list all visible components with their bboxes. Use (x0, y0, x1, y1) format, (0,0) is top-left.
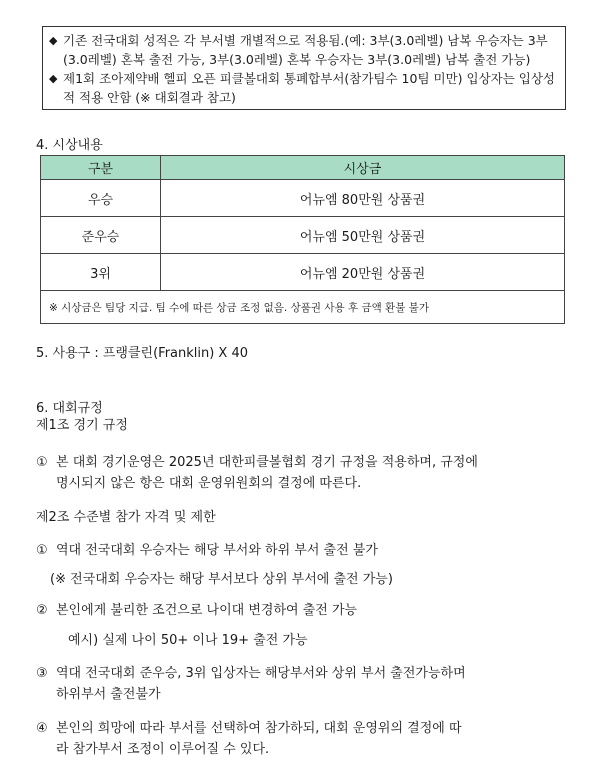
article-1-title: 제1조 경기 규정 (36, 418, 128, 433)
table-footnote-row (41, 291, 565, 324)
prize-cell: 어뉴엠 80만원 상품권 (161, 180, 565, 217)
notice-text: 제1회 조아제약배 헬피 오픈 피클볼대회 통폐합부서(참가팀수 10팀 미만) 입상자는 입상성적 적용 안함 (※ 대회결과 참고) (63, 71, 555, 105)
item-text-continued: 명시되지 않은 항은 대회 운영위원회의 결정에 따른다. (56, 476, 362, 491)
article-2-item (36, 601, 357, 621)
rank-cell: 3위 (41, 254, 161, 291)
notice-box (42, 26, 566, 110)
table-row (41, 254, 565, 291)
notice-item (49, 69, 557, 107)
diamond-bullet-icon: ◆ (49, 34, 58, 47)
circled-number: ③ (36, 666, 48, 681)
circled-number: ② (36, 603, 48, 618)
article-2-item (36, 541, 378, 561)
item-text: 본 대회 경기운영은 2025년 대한피클볼협회 경기 규정을 적용하며, 규정에 (56, 455, 478, 470)
prize-table (40, 155, 565, 324)
article-2-item (36, 719, 462, 739)
item-text-continued: 하위부서 출전불가 (56, 687, 161, 702)
diamond-bullet-icon: ◆ (49, 72, 58, 85)
article-2-item (36, 664, 466, 684)
item-text-continued: 라 참가부서 조정이 이루어질 수 있다. (56, 742, 270, 757)
article-1-item (36, 453, 478, 473)
circled-number: ① (36, 455, 48, 470)
notice-item (49, 31, 557, 69)
item-text: 역대 전국대회 우승자는 해당 부서와 하위 부서 출전 불가 (56, 543, 378, 558)
section-4-title: 4. 시상내용 (36, 138, 103, 153)
circled-number: ④ (36, 721, 48, 736)
item-example: 예시) 실제 나이 50+ 이나 19+ 출전 가능 (68, 633, 308, 648)
article-2-title: 제2조 수준별 참가 자격 및 제한 (36, 510, 216, 525)
table-row (41, 180, 565, 217)
rank-cell: 우승 (41, 180, 161, 217)
circled-number: ① (36, 543, 48, 558)
item-note: (※ 전국대회 우승자는 해당 부서보다 상위 부서에 출전 가능) (50, 572, 393, 587)
table-header-row (41, 156, 565, 180)
notice-text: 기존 전국대회 성적은 각 부서별 개별적으로 적용됨.(예: 3부(3.0레벨) 남복 우승자는 3부(3.0레벨) 혼복 출전 가능, 3부(3.0레벨) 혼복 우승자는 3부(3.0레벨) 남복 출전 가능) (63, 33, 548, 67)
item-text: 본인에게 불리한 조건으로 나이대 변경하여 출전 가능 (56, 603, 358, 618)
prize-cell: 어뉴엠 20만원 상품권 (161, 254, 565, 291)
prize-footnote: ※ 시상금은 팀당 지급. 팀 수에 따른 상금 조정 없음. 상품권 사용 후 금액 환불 불가 (41, 291, 565, 324)
header-rank: 구분 (41, 156, 161, 180)
section-6-title: 6. 대회규정 (36, 401, 103, 416)
table-row (41, 217, 565, 254)
item-text: 역대 전국대회 준우승, 3위 입상자는 해당부서와 상위 부서 출전가능하며 (56, 666, 466, 681)
header-prize: 시상금 (161, 156, 565, 180)
item-text: 본인의 희망에 따라 부서를 선택하여 참가하되, 대회 운영위의 결정에 따 (56, 721, 462, 736)
rank-cell: 준우승 (41, 217, 161, 254)
section-5-title: 5. 사용구 : 프랭클린(Franklin) X 40 (36, 346, 249, 361)
prize-cell: 어뉴엠 50만원 상품권 (161, 217, 565, 254)
